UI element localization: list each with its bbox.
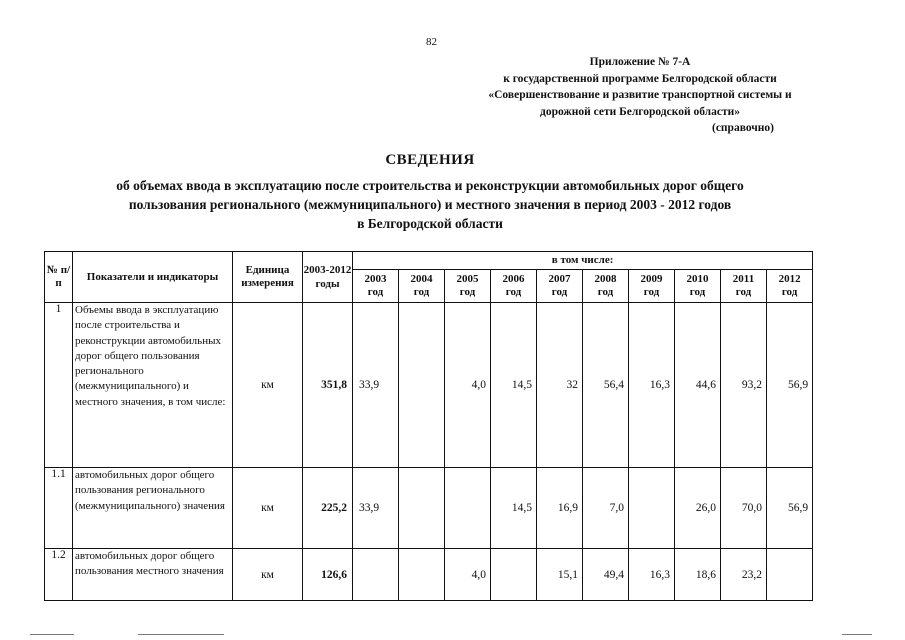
row-indicator: автомобильных дорог общего пользования регионального (межмуниципального) значения: [73, 468, 233, 549]
year-value: 33,9: [353, 303, 399, 468]
header-year: [399, 270, 445, 303]
data-table: [44, 251, 813, 601]
appendix-line-1: Приложение № 7-А: [589, 56, 691, 68]
header-year-number: 2011: [732, 273, 755, 285]
row-indicator: автомобильных дорог общего пользования местного значения: [73, 549, 233, 601]
year-value: 44,6: [675, 303, 721, 468]
header-year-word: год: [597, 286, 614, 298]
row-unit: км: [233, 549, 303, 601]
header-year-word: год: [413, 286, 430, 298]
header-year-word: год: [505, 286, 522, 298]
header-year: [675, 270, 721, 303]
year-value: 56,4: [583, 303, 629, 468]
header-year: [537, 270, 583, 303]
year-value: 4,0: [445, 303, 491, 468]
subtitle-line-2: пользования регионального (межмуниципального) и местного значения в период 2003 - 2012 годов: [128, 197, 732, 212]
year-value: 4,0: [445, 549, 491, 601]
row-total: 351,8: [303, 303, 353, 468]
year-value: [399, 549, 445, 601]
year-value: 26,0: [675, 468, 721, 549]
year-value: 33,9: [353, 468, 399, 549]
header-year-word: год: [643, 286, 660, 298]
document-subtitle: [20, 176, 840, 233]
header-year-number: 2003: [364, 273, 387, 285]
year-value: 14,5: [491, 303, 537, 468]
appendix-line-4: дорожной сети Белгородской области»: [540, 105, 740, 118]
header-including: в том числе:: [353, 252, 813, 270]
bottom-rule-mid: [138, 634, 224, 635]
reference-note: (справочно): [712, 122, 774, 134]
year-value: 23,2: [721, 549, 767, 601]
row-indicator: Объемы ввода в эксплуатацию после строительства и реконструкции автомобильных дорог общего пользования регионального (межмуниципального) и местного значения, в том числе:: [73, 303, 233, 468]
row-unit: км: [233, 468, 303, 549]
header-year-word: год: [735, 286, 752, 298]
year-value: 16,9: [537, 468, 583, 549]
year-value: 70,0: [721, 468, 767, 549]
table-row: [45, 549, 813, 601]
year-value: [767, 549, 813, 601]
table-row: [45, 303, 813, 468]
appendix-line-3: «Совершенствование и развитие транспортной системы и: [488, 89, 792, 101]
header-year: [491, 270, 537, 303]
row-number: 1: [45, 303, 73, 468]
header-year: [767, 270, 813, 303]
year-value: 93,2: [721, 303, 767, 468]
appendix-header: [440, 54, 840, 120]
year-value: 16,3: [629, 303, 675, 468]
subtitle-line-1: об объемах ввода в эксплуатацию после строительства и реконструкции автомобильных дорог общего: [116, 178, 744, 193]
row-number: 1.2: [45, 549, 73, 601]
header-year: [721, 270, 767, 303]
header-year-word: год: [551, 286, 568, 298]
header-year-number: 2010: [686, 273, 709, 285]
year-value: 7,0: [583, 468, 629, 549]
header-num: № п/п: [45, 252, 73, 303]
header-year-number: 2008: [594, 273, 617, 285]
header-year: [583, 270, 629, 303]
header-year: [629, 270, 675, 303]
header-year-number: 2004: [410, 273, 433, 285]
header-year-number: 2009: [640, 273, 663, 285]
subtitle-line-3: в Белгородской области: [357, 216, 503, 231]
header-year: [353, 270, 399, 303]
table-row: [45, 468, 813, 549]
year-value: [399, 303, 445, 468]
row-number: 1.1: [45, 468, 73, 549]
year-value: 56,9: [767, 468, 813, 549]
header-year-word: год: [459, 286, 476, 298]
year-value: [353, 549, 399, 601]
row-total: 225,2: [303, 468, 353, 549]
row-unit: км: [233, 303, 303, 468]
year-value: 56,9: [767, 303, 813, 468]
document-title: СВЕДЕНИЯ: [385, 152, 475, 168]
header-year-word: год: [367, 286, 384, 298]
year-value: [445, 468, 491, 549]
appendix-line-2: к государственной программе Белгородской области: [503, 72, 777, 85]
year-value: 49,4: [583, 549, 629, 601]
year-value: 32: [537, 303, 583, 468]
header-year-number: 2012: [778, 273, 801, 285]
year-value: [399, 468, 445, 549]
year-value: 15,1: [537, 549, 583, 601]
year-value: [491, 549, 537, 601]
year-value: [629, 468, 675, 549]
bottom-rule-right: [842, 634, 872, 635]
row-total: 126,6: [303, 549, 353, 601]
year-value: 16,3: [629, 549, 675, 601]
year-value: 18,6: [675, 549, 721, 601]
header-indicator: Показатели и индикаторы: [73, 252, 233, 303]
header-year-word: год: [781, 286, 798, 298]
header-year-number: 2007: [548, 273, 571, 285]
header-year: [445, 270, 491, 303]
header-year-number: 2005: [456, 273, 479, 285]
year-value: 14,5: [491, 468, 537, 549]
header-unit: Единица измерения: [233, 252, 303, 303]
bottom-rule-left: [30, 634, 74, 635]
header-year-word: год: [689, 286, 706, 298]
page-number: 82: [426, 36, 437, 48]
header-total: 2003-2012 годы: [303, 252, 353, 303]
header-year-number: 2006: [502, 273, 525, 285]
